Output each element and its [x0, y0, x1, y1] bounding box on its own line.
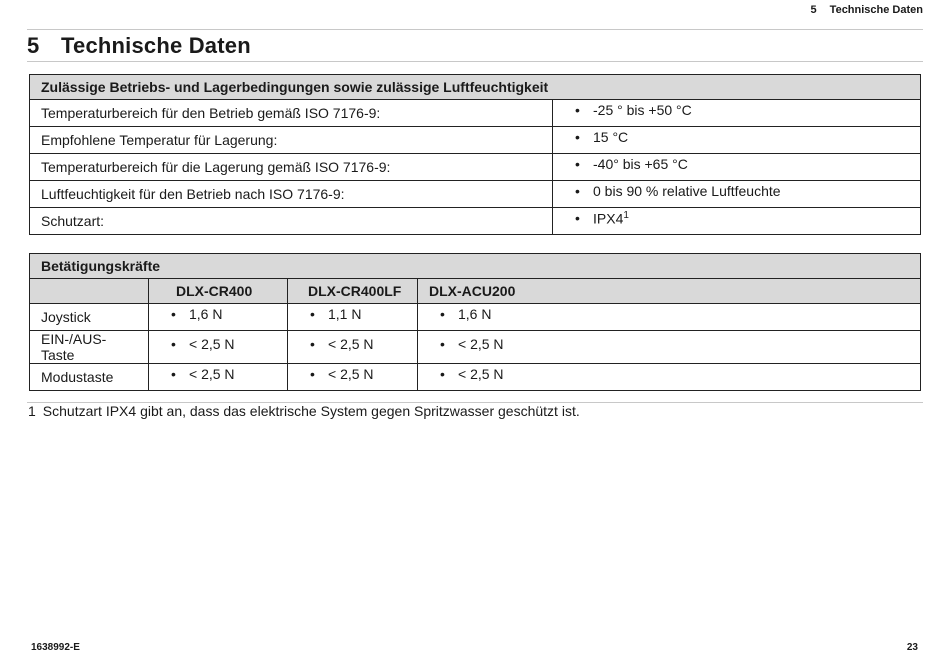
- cell-value: • < 2,5 N: [149, 364, 288, 391]
- table-header-row: [30, 254, 921, 279]
- column-header: DLX-CR400LF: [288, 279, 418, 304]
- column-header-empty: [30, 279, 149, 304]
- cell-value: • < 2,5 N: [418, 364, 921, 391]
- table-row: [30, 304, 921, 331]
- force-table-heading: Betätigungskräfte: [30, 254, 921, 279]
- page-title: [27, 33, 251, 59]
- cell-value: • 1,1 N: [288, 304, 418, 331]
- row-label: EIN-/AUS-Taste: [30, 331, 149, 364]
- cell-value: • 1,6 N: [418, 304, 921, 331]
- column-header: DLX-CR400: [149, 279, 288, 304]
- cell-value: • 1,6 N: [149, 304, 288, 331]
- row-label: Temperaturbereich für die Lagerung gemäß ISO 7176-9:: [30, 154, 553, 181]
- running-header-title: Technische Daten: [829, 4, 923, 16]
- table-row: [30, 100, 921, 127]
- row-label: Schutzart:: [30, 208, 553, 235]
- document-id: 1638992-E: [31, 642, 80, 653]
- row-label: Joystick: [30, 304, 149, 331]
- row-value: • 15 °C: [553, 127, 921, 154]
- row-value: • -25 ° bis +50 °C: [553, 100, 921, 127]
- table-row: [30, 331, 921, 364]
- row-value: [553, 208, 921, 235]
- page-number: 23: [906, 642, 918, 653]
- running-header-number: 5: [810, 4, 817, 16]
- protection-class: IPX4: [593, 210, 624, 227]
- row-value: • 0 bis 90 % relative Luftfeuchte: [553, 181, 921, 208]
- cell-value: • < 2,5 N: [288, 331, 418, 364]
- table-row: [30, 364, 921, 391]
- environment-table-heading: Zulässige Betriebs- und Lagerbedingungen sowie zulässige Luftfeuchtigkeit: [30, 75, 921, 100]
- row-label: Temperaturbereich für den Betrieb gemäß ISO 7176-9:: [30, 100, 553, 127]
- row-value: • -40° bis +65 °C: [553, 154, 921, 181]
- environment-table: [29, 74, 921, 235]
- title-divider: [27, 61, 923, 62]
- running-header: [810, 4, 923, 16]
- table-header-row: [30, 75, 921, 100]
- page-title-number: 5: [27, 33, 40, 58]
- cell-value: • < 2,5 N: [418, 331, 921, 364]
- column-header-row: [30, 279, 921, 304]
- table-row: [30, 154, 921, 181]
- actuation-force-table: [29, 253, 921, 391]
- table-row: [30, 127, 921, 154]
- footnote-reference[interactable]: 1: [623, 209, 629, 221]
- cell-value: • < 2,5 N: [149, 331, 288, 364]
- row-label: Luftfeuchtigkeit für den Betrieb nach ISO 7176-9:: [30, 181, 553, 208]
- row-label: Empfohlene Temperatur für Lagerung:: [30, 127, 553, 154]
- table-row: [30, 181, 921, 208]
- row-label: Modustaste: [30, 364, 149, 391]
- cell-value: • < 2,5 N: [288, 364, 418, 391]
- table-row: [30, 208, 921, 235]
- footnote: [28, 403, 580, 419]
- column-header: DLX-ACU200: [418, 279, 921, 304]
- footnote-number: 1: [28, 403, 36, 419]
- page-title-text: Technische Daten: [61, 33, 251, 58]
- header-divider: [27, 29, 923, 30]
- footnote-text: Schutzart IPX4 gibt an, dass das elektrische System gegen Spritzwasser geschützt ist.: [42, 403, 580, 419]
